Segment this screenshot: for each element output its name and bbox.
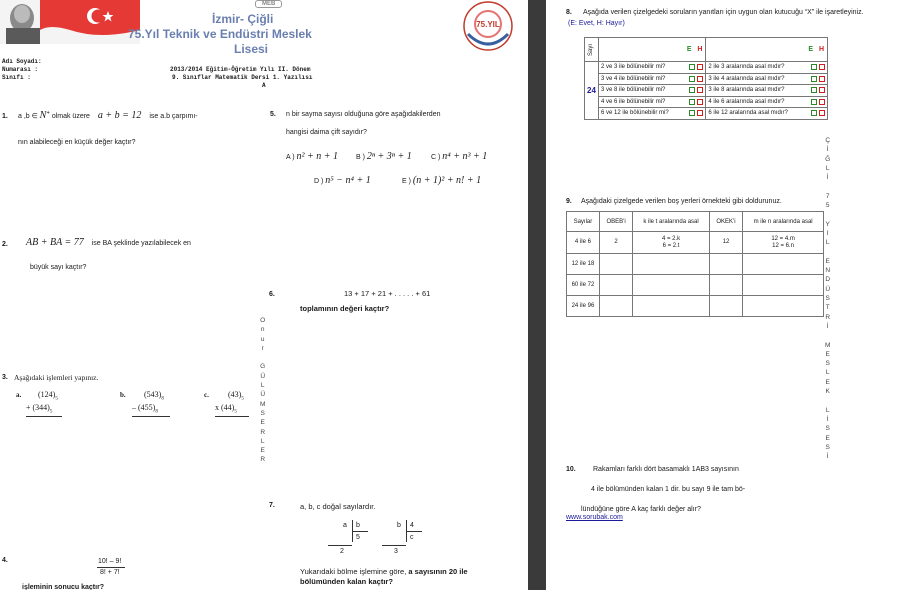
q9-empty-cell[interactable] <box>743 275 824 296</box>
vertical-letter: E <box>825 434 830 442</box>
vertical-letter: Ü <box>825 285 831 293</box>
term-label: 2013/2014 Eğitim-Öğretim Yılı II. Dönem <box>170 66 311 73</box>
q8-question-cell <box>599 108 706 120</box>
vertical-letter: S <box>825 295 830 303</box>
hayir-checkbox[interactable] <box>819 99 825 105</box>
q9-empty-cell[interactable] <box>709 275 742 296</box>
q8-text: Aşağıda verilen çizelgedeki soruların yanıtları için uygun olan kutucuğu “X” ile işaretleyiniz. <box>583 9 864 16</box>
q9-text: Aşağıdaki çizelgede verilen boş yerleri örnekteki gibi doldurunuz. <box>581 198 782 205</box>
q9-empty-cell[interactable] <box>599 296 632 317</box>
vertical-letter: S <box>825 425 830 433</box>
q3c-line2: x $(44)_5$ <box>215 403 237 415</box>
hayir-checkbox[interactable] <box>697 87 703 93</box>
q3b-line2: – $(455)_8$ <box>132 403 158 415</box>
q5-option-a: A ) n² + n + 1 <box>286 151 339 162</box>
vertical-letter: R <box>260 456 266 464</box>
q3b-label: b. <box>120 391 126 399</box>
q7-text: a, b, c doğal sayılardır. <box>300 502 376 511</box>
flag-portrait-icon <box>0 0 140 44</box>
q9-header-cell: k ile t aralarında asal <box>633 212 709 232</box>
evet-checkbox[interactable] <box>689 87 695 93</box>
source-link[interactable]: www.sorubak.com <box>566 514 623 521</box>
q9-row <box>567 275 824 296</box>
vertical-letter: E <box>825 378 830 386</box>
q9-empty-cell[interactable] <box>633 254 709 275</box>
q3c-label: c. <box>204 391 209 399</box>
q8-legend: (E: Evet, H: Hayır) <box>568 20 625 27</box>
q6-expression: 13 + 17 + 21 + . . . . . + 61 <box>344 289 431 298</box>
q9-empty-cell[interactable] <box>743 254 824 275</box>
hayir-checkbox[interactable] <box>697 76 703 82</box>
q9-table <box>566 211 824 317</box>
vertical-letter: E <box>825 257 830 265</box>
hayir-checkbox[interactable] <box>819 110 825 116</box>
vertical-letter: 7 <box>825 192 830 200</box>
q2-equation: AB + BA = 77 <box>26 237 84 248</box>
hayir-checkbox[interactable] <box>697 99 703 105</box>
vertical-letter: L <box>825 406 830 414</box>
q9-header-cell: Sayılar <box>567 212 600 232</box>
q9-empty-cell[interactable] <box>633 275 709 296</box>
q3a-label: a. <box>16 391 22 399</box>
vertical-letter: T <box>825 304 830 312</box>
q8-question-text: 4 ile 6 aralarında asal mıdır? <box>708 98 785 105</box>
q1-text-b: olmak üzere <box>51 113 90 120</box>
vertical-letter: I <box>826 229 829 237</box>
class-label: Sınıfı : <box>2 74 31 81</box>
q3-number: 3. <box>2 374 8 381</box>
vertical-letter: S <box>825 360 830 368</box>
q8-row <box>585 108 828 120</box>
q5-option-b: B ) 2ⁿ + 3ⁿ + 1 <box>356 151 412 162</box>
q3b-line1: $(543)_8$ <box>144 390 164 402</box>
name-label: Adı Soyadı: <box>2 58 42 65</box>
exam-page-2 <box>546 0 906 590</box>
q9-empty-cell[interactable] <box>633 296 709 317</box>
q8-question-cell <box>706 108 828 120</box>
q2-line1 <box>26 237 191 248</box>
q8-question-text: 2 ve 3 ile bölünebilir mi? <box>601 64 666 70</box>
vertical-letter: İ <box>826 453 829 461</box>
q9-empty-cell[interactable] <box>709 254 742 275</box>
q8-question-text: 6 ve 12 ile bölünebilir mi? <box>601 110 669 117</box>
q1-line2: nın alabileceği en küçük değer kaçtır? <box>18 139 136 146</box>
q9-cell: 12 ile 18 <box>567 254 600 275</box>
vertical-letter: L <box>825 369 830 377</box>
school-line3: Lisesi <box>234 42 269 56</box>
q2-number: 2. <box>2 241 8 248</box>
q8-row <box>585 73 828 85</box>
vertical-letter: G <box>260 363 266 371</box>
group-label: A <box>262 82 266 89</box>
q3c-rule <box>215 416 249 417</box>
q8-question-cell <box>599 96 706 108</box>
vertical-letter: İ <box>826 146 829 154</box>
vertical-letter: R <box>260 428 266 436</box>
hayir-checkbox[interactable] <box>697 110 703 116</box>
q7-number: 7. <box>269 502 275 509</box>
q6-number: 6. <box>269 291 275 298</box>
q8-question-cell <box>706 85 828 97</box>
vertical-letter: O <box>260 317 266 324</box>
q6-text: toplamının değeri kaçtır? <box>300 304 390 313</box>
vertical-letter: E <box>825 350 830 358</box>
q8-row <box>585 85 828 97</box>
q8-number: 8. <box>566 9 572 16</box>
teacher-name-vertical <box>260 316 265 465</box>
vertical-letter: Ü <box>260 372 266 380</box>
q9-row <box>567 232 824 254</box>
hayir-checkbox[interactable] <box>697 64 703 70</box>
q2-text-a: ise BA şeklinde yazılabilecek en <box>91 240 191 247</box>
vertical-letter: E <box>260 419 265 427</box>
q8-question-cell <box>599 62 706 74</box>
q9-header-cell: m ile n aralarında asal <box>743 212 824 232</box>
q8-question-text: 3 ve 4 ile bölünebilir mi? <box>601 75 666 82</box>
q8-question-cell <box>706 62 828 74</box>
school-name-vertical <box>825 136 830 461</box>
q5-line2: hangisi daima çift sayıdır? <box>286 129 367 136</box>
q3a-line1: $(124)_5$ <box>38 390 58 402</box>
vertical-letter: N <box>825 267 831 275</box>
evet-checkbox[interactable] <box>811 64 817 70</box>
q8-question-text: 3 ile 4 aralarında asal mıdır? <box>708 75 785 82</box>
q8-row <box>585 62 828 74</box>
q1-text-a: a ,b ∈ <box>18 113 38 120</box>
meb-label: MEB <box>255 0 282 8</box>
vertical-letter: D <box>825 276 831 284</box>
q9-row <box>567 296 824 317</box>
q9-cell: 60 ile 72 <box>567 275 600 296</box>
q9-cell: 4 ile 6 <box>567 232 600 254</box>
exam-header <box>0 0 528 89</box>
school-line2: 75.Yıl Teknik ve Endüstri Meslek <box>128 27 312 41</box>
q2-line2: büyük sayı kaçtır? <box>30 264 87 271</box>
q5-option-e: E ) (n + 1)² + n! + 1 <box>402 175 482 186</box>
q4-fraction-bar <box>97 567 125 568</box>
q9-empty-cell[interactable] <box>743 296 824 317</box>
vertical-letter: r <box>261 344 264 352</box>
hayir-checkbox[interactable] <box>819 87 825 93</box>
q5-option-c: C ) n⁴ + n³ + 1 <box>431 151 488 162</box>
vertical-letter: K <box>825 388 830 396</box>
q8-table <box>584 37 828 120</box>
vertical-letter: Y <box>825 220 830 228</box>
hayir-checkbox[interactable] <box>819 76 825 82</box>
q4-denominator: 8! + 7! <box>100 569 120 576</box>
q9-row <box>567 254 824 275</box>
vertical-letter: n <box>260 326 265 334</box>
vertical-letter: L <box>260 382 265 390</box>
evet-checkbox[interactable] <box>811 99 817 105</box>
q8-question-cell <box>599 85 706 97</box>
school-line1: İzmir- Çiğli <box>212 12 274 26</box>
q10-number: 10. <box>566 466 576 473</box>
vertical-letter: L <box>260 437 265 445</box>
q9-empty-cell[interactable] <box>599 275 632 296</box>
vertical-letter: R <box>825 313 831 321</box>
q3b-rule <box>132 416 170 417</box>
q9-header-cell: OKEK'i <box>709 212 742 232</box>
q10-line3: lündüğüne göre A kaç farklı değer alır? <box>581 506 701 513</box>
q9-cell: 2 <box>599 232 632 254</box>
vertical-letter: Ü <box>260 391 266 399</box>
evet-checkbox[interactable] <box>811 110 817 116</box>
q9-cell: 12 = 4.m 12 = 6.n <box>743 232 824 254</box>
hayir-checkbox[interactable] <box>819 64 825 70</box>
q1-equation: a + b = 12 <box>97 110 142 121</box>
number-label: Numarası : <box>2 66 39 73</box>
vertical-letter: M <box>260 400 266 408</box>
q4-numerator: 10! – 9! <box>98 558 122 565</box>
vertical-letter: M <box>825 341 831 349</box>
q9-number: 9. <box>566 198 572 205</box>
q8-question-text: 4 ve 6 ile bölünebilir mi? <box>601 98 666 105</box>
vertical-letter: Ç <box>825 137 831 144</box>
q8-question-text: 6 ile 12 aralarında asal mıdır? <box>708 110 788 117</box>
q8-question-cell <box>706 73 828 85</box>
q8-row <box>585 96 828 108</box>
vertical-letter: Ğ <box>825 155 831 163</box>
q1-line1 <box>18 110 198 121</box>
q8-question-text: 3 ve 8 ile bölünebilir mi? <box>601 87 666 94</box>
vertical-letter: 5 <box>825 202 830 210</box>
exam-page-1: MEB İzmir- Çiğli 75.Yıl Teknik ve Endüstri Meslek Lisesi 75.YIL Adı Soyadı: Numarası : Sınıfı : 2013/2014 Eğitim-Öğretim Yılı II. Dönem 9. Sınıflar Matematik Dersi 1. Yazılısı A O n u r G Ü L Ü M S E R L E R 1. a ,b ∈ N+ olmak üzere a + b = 12 ise a.b çarpımı- nın alabileceği en küçük değer kaçtır? 2. AB + BA = 77 ise BA şeklinde yazılabilecek en büyük sayı kaçtır? 3. Aşağıdaki işlemleri yapınız. a. $(124)_5$ + $(344)_5$ b. $(543)_8$ – $(455)_8$ c. $(43)_5$ x $(44)_5$ 4. 10! – 9! 8! + 7! işleminin sonucu kaçtır? 5. n bir sayma sayısı olduğuna göre aşağıdakilerden hangisi daima çift sayıdır? A ) n² + n + 1 B ) 2ⁿ + 3ⁿ + 1 C ) n⁴ + n³ + 1 D ) n⁵ − n⁴ + 1 E ) (n + 1)² + n! + 1 6. 13 + 17 + 21 + . . . . . + 61 toplamının değeri kaçtır? 7. a, b, c doğal sayılardır. a b 5 2 b 4 c 3 Yukarıdaki bölme işlemine göre, a sayısının 20 ile bölümünden kalan kaçtır? <box>0 0 528 590</box>
q8-header-sayi: Sayı <box>585 38 599 62</box>
q9-cell: 12 <box>709 232 742 254</box>
evet-checkbox[interactable] <box>689 99 695 105</box>
vertical-letter: L <box>825 239 830 247</box>
q3c-line1: $(43)_5$ <box>228 390 244 402</box>
q4-text: işleminin sonucu kaçtır? <box>22 584 105 590</box>
q1-text-c: ise a.b çarpımı- <box>149 113 198 120</box>
vertical-letter: S <box>825 443 830 451</box>
vertical-letter: İ <box>826 415 829 423</box>
q8-number-cell: 24 <box>585 62 599 120</box>
q9-cell: 4 = 2.k 6 = 2.t <box>633 232 709 254</box>
vertical-letter: S <box>260 409 265 417</box>
q7-bottom-line1: Yukarıdaki bölme işlemine göre, a sayısının 20 ile <box>300 567 468 576</box>
q8-question-cell <box>599 73 706 85</box>
evet-checkbox[interactable] <box>689 110 695 116</box>
q9-empty-cell[interactable] <box>709 296 742 317</box>
q3a-line2: + $(344)_5$ <box>26 403 53 415</box>
q3-text: Aşağıdaki işlemleri yapınız. <box>14 373 99 382</box>
vertical-letter: E <box>260 447 265 455</box>
q1-number: 1. <box>2 113 8 120</box>
vertical-letter: İ <box>826 322 829 330</box>
q5-option-d: D ) n⁵ − n⁴ + 1 <box>314 175 371 186</box>
q1-sup: + <box>46 110 50 117</box>
q8-header-left: E H <box>599 38 706 62</box>
q7-bottom-line2: bölümünden kalan kaçtır? <box>300 577 393 586</box>
q4-number: 4. <box>2 557 8 564</box>
school-badge-icon <box>462 0 514 52</box>
q8-question-cell <box>706 96 828 108</box>
vertical-letter: u <box>260 335 265 343</box>
q10-line2: 4 ile bölümünden kalan 1 dir. bu sayı 9 ile tam bö- <box>591 486 746 493</box>
evet-checkbox[interactable] <box>811 87 817 93</box>
q5-number: 5. <box>270 111 276 118</box>
q9-header-cell: OBEB'i <box>599 212 632 232</box>
q5-line1: n bir sayma sayısı olduğuna göre aşağıdakilerden <box>286 111 441 118</box>
q8-question-text: 2 ile 3 aralarında asal mıdır? <box>708 64 785 70</box>
evet-checkbox[interactable] <box>811 76 817 82</box>
q8-question-text: 3 ile 8 aralarında asal mıdır? <box>708 87 785 94</box>
q1-set: N <box>39 110 47 121</box>
evet-checkbox[interactable] <box>689 76 695 82</box>
vertical-letter: İ <box>826 174 829 182</box>
q8-header-right: E H <box>706 38 828 62</box>
q9-cell: 24 ile 96 <box>567 296 600 317</box>
q3a-rule <box>26 416 62 417</box>
q10-line1: Rakamları farklı dört basamaklı 1AB3 sayısının <box>593 466 739 473</box>
vertical-letter: L <box>825 164 830 172</box>
exam-label: 9. Sınıflar Matematik Dersi 1. Yazılısı <box>172 74 313 81</box>
evet-checkbox[interactable] <box>689 64 695 70</box>
svg-text:75.YIL: 75.YIL <box>476 20 500 29</box>
q9-empty-cell[interactable] <box>599 254 632 275</box>
